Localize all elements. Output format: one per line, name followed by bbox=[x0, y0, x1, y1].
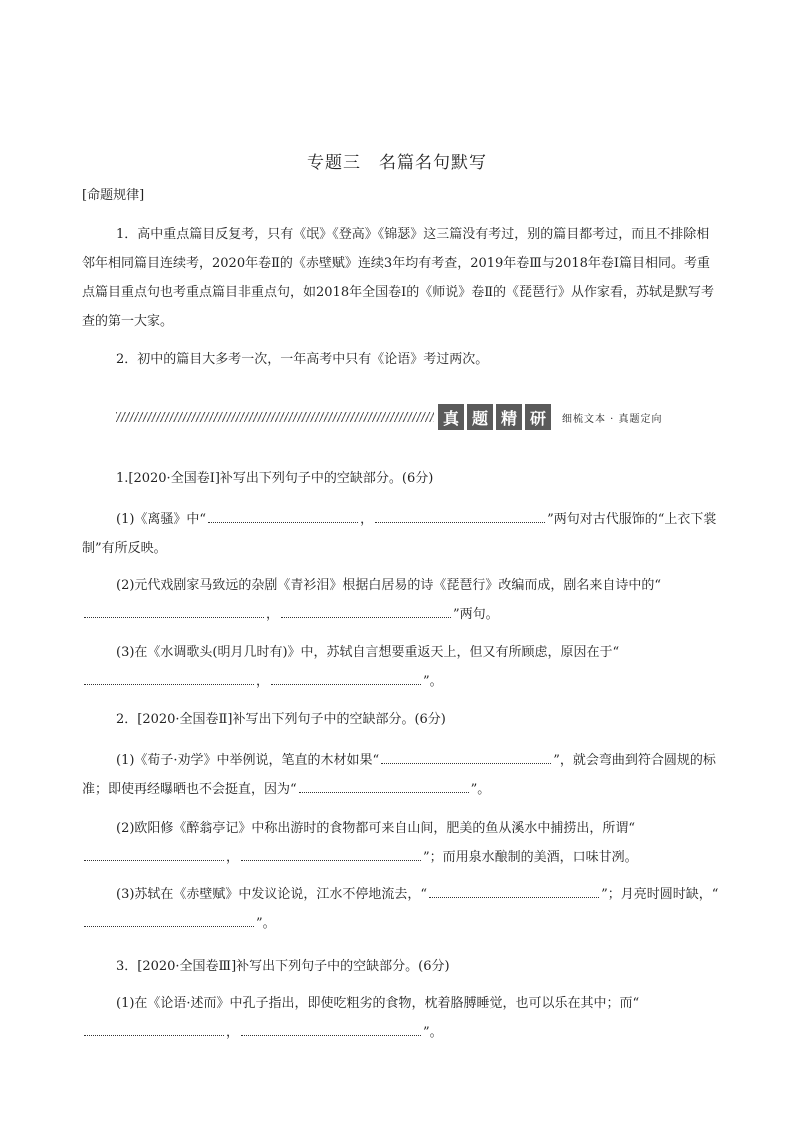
question-2-item-2 bbox=[82, 814, 720, 872]
banner-subtitle: 细梳文本 · 真题定向 bbox=[562, 414, 663, 425]
banner-hatch-decoration bbox=[116, 412, 434, 422]
question-2-item-3 bbox=[82, 880, 720, 938]
item-text: (1)在《论语·述而》中孔子指出，即使吃粗劣的食物，枕着胳膊睡觉，也可以乐在其中；而“ bbox=[116, 996, 640, 1011]
item-text: ”。 bbox=[470, 782, 491, 797]
answer-blank[interactable] bbox=[281, 616, 451, 618]
answer-blank[interactable] bbox=[381, 762, 551, 764]
question-2-item-1 bbox=[82, 746, 720, 804]
answer-blank[interactable] bbox=[84, 1034, 224, 1036]
answer-blank[interactable] bbox=[84, 683, 254, 685]
item-text: ”。 bbox=[423, 674, 443, 689]
question-3-heading: 3．[2020·全国卷Ⅲ]补写出下列句子中的空缺部分。(6分) bbox=[116, 959, 450, 974]
item-text: (1)《荀子·劝学》中举例说，笔直的木材如果“ bbox=[116, 753, 380, 768]
banner-title bbox=[438, 404, 551, 430]
item-text: ， bbox=[266, 607, 280, 622]
answer-blank[interactable] bbox=[208, 521, 358, 523]
item-text: ”；月亮时圆时缺，“ bbox=[601, 887, 719, 902]
answer-blank[interactable] bbox=[375, 521, 545, 523]
answer-blank[interactable] bbox=[271, 683, 421, 685]
banner-char: 题 bbox=[467, 404, 493, 430]
section-banner bbox=[116, 404, 794, 430]
item-text: ， bbox=[226, 1025, 240, 1040]
item-text: ”，就会弯曲到符合圆规的标准；即使再经曝晒也不会挺直，因为“ bbox=[82, 753, 716, 797]
question-1-item-3 bbox=[82, 638, 720, 696]
item-text: (3)在《水调歌头(明月几时有)》中，苏轼自言想要重返天上，但又有所顾虑，原因在于“ bbox=[116, 645, 620, 660]
answer-blank[interactable] bbox=[84, 859, 224, 861]
answer-blank[interactable] bbox=[84, 925, 254, 927]
answer-blank[interactable] bbox=[299, 791, 469, 793]
item-text: ”。 bbox=[423, 1025, 443, 1040]
item-text: (2)欧阳修《醉翁亭记》中称出游时的食物都可来自山间，肥美的鱼从溪水中捕捞出，所谓“ bbox=[116, 821, 636, 836]
item-text: ”。 bbox=[256, 916, 276, 931]
question-1-item-1 bbox=[82, 505, 720, 563]
rule-paragraph-1: 1．高中重点篇目反复考，只有《氓》《登高》《锦瑟》这三篇没有考过，别的篇目都考过，而且不排除相邻年相同篇目连续考，2020年卷Ⅱ的《赤壁赋》连续3年均有考查，2019年卷Ⅲ与2018年卷Ⅰ篇目相同。考重点篇目重点句也考重点篇目非重点句，如2018年全国卷Ⅰ的《师说》卷Ⅱ的《琵琶行》从作家看，苏轼是默写考查的第一大家。 bbox=[82, 227, 715, 329]
item-text: ， bbox=[360, 512, 374, 527]
item-text: ， bbox=[256, 674, 270, 689]
answer-blank[interactable] bbox=[429, 896, 599, 898]
section-label: [命题规律] bbox=[82, 188, 145, 203]
banner-char: 精 bbox=[496, 404, 522, 430]
question-1-heading: 1.[2020·全国卷Ⅰ]补写出下列句子中的空缺部分。(6分) bbox=[116, 471, 434, 486]
banner-char: 研 bbox=[525, 404, 551, 430]
rule-paragraph-2: 2．初中的篇目大多考一次，一年高考中只有《论语》考过两次。 bbox=[116, 352, 489, 367]
question-1-item-2 bbox=[82, 571, 720, 629]
question-3-item-1 bbox=[82, 989, 720, 1047]
item-text: ”两句。 bbox=[453, 607, 499, 622]
item-text: ”；而用泉水酿制的美酒，口味甘冽。 bbox=[423, 850, 638, 865]
question-2-heading: 2．[2020·全国卷Ⅱ]补写出下列句子中的空缺部分。(6分) bbox=[116, 712, 446, 727]
item-text: ， bbox=[226, 850, 240, 865]
answer-blank[interactable] bbox=[84, 616, 264, 618]
page-title: 专题三 名篇名句默写 bbox=[307, 153, 487, 173]
banner-char: 真 bbox=[438, 404, 464, 430]
item-text: (1)《离骚》中“ bbox=[116, 512, 207, 527]
item-text: (3)苏轼在《赤壁赋》中发议论说，江水不停地流去，“ bbox=[116, 887, 428, 902]
answer-blank[interactable] bbox=[241, 859, 421, 861]
answer-blank[interactable] bbox=[241, 1034, 421, 1036]
item-text: ”两句对古代服饰的“上衣下裳制”有所反映。 bbox=[82, 512, 717, 556]
item-text: (2)元代戏剧家马致远的杂剧《青衫泪》根据白居易的诗《琵琶行》改编而成，剧名来自诗中的“ bbox=[116, 578, 662, 593]
